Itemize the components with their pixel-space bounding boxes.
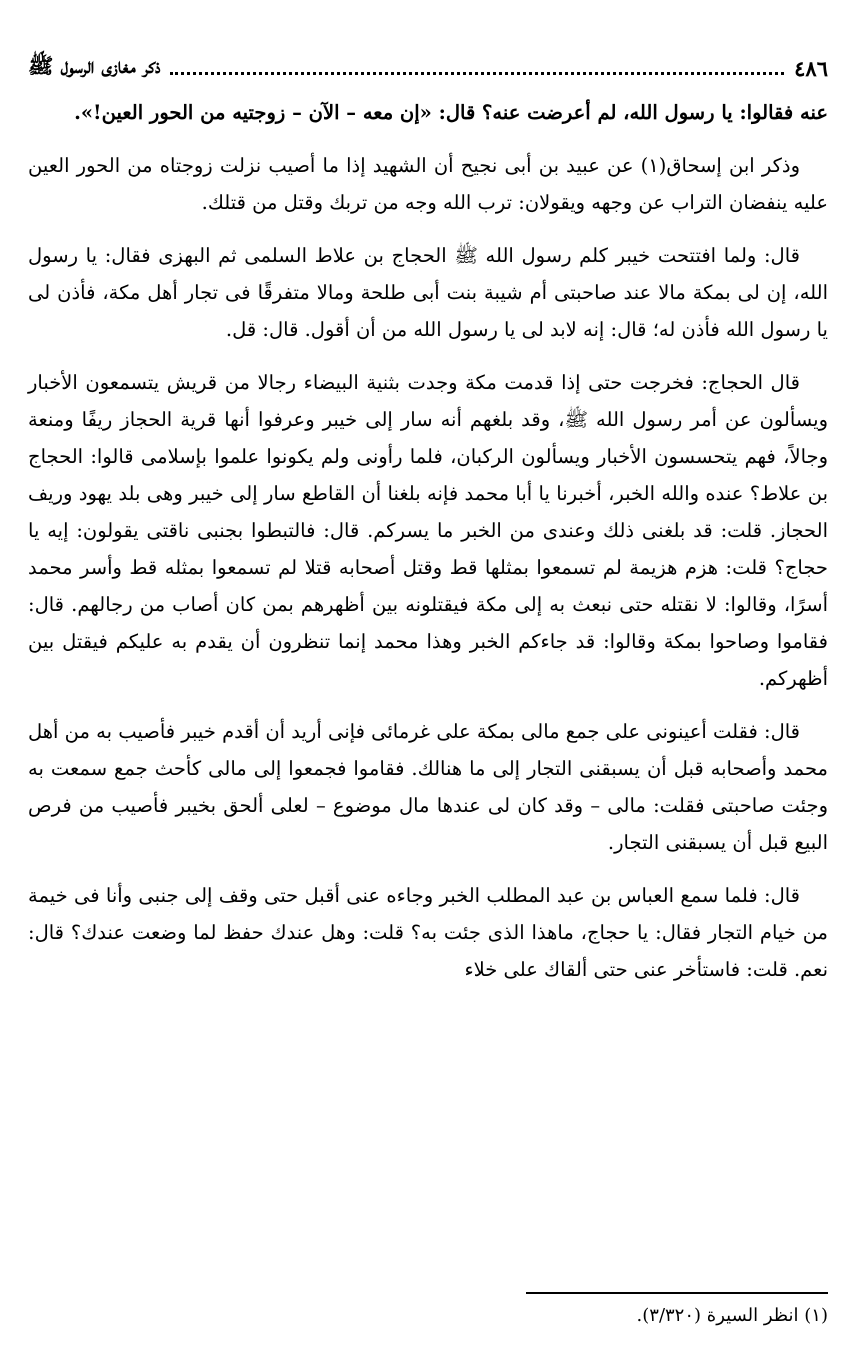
paragraph-abbas: قال: فلما سمع العباس بن عبد المطلب الخبر وجاءه عنى أقبل حتى وقف إلى جنبى وأنا فى خيمة من خيام التجار فقال: يا حجاج، ماهذا الذى جئت به؟ قلت: وهل عندك حفظ لما وضعت عندك؟ قال: نعم. قلت: فاستأخر عنى حتى ألقاك على خلاء (28, 884, 828, 981)
chapter-title: ذكر مغازى الرسول ﷺ (28, 52, 161, 78)
footnote: (١) انظر السيرة (٣/٣٢٠). (636, 1305, 828, 1326)
paragraph-continuation: عنه فقالوا: يا رسول الله، لم أعرضت عنه؟ قال: «إن معه – الآن – زوجتيه من الحور العين!». (74, 101, 828, 124)
paragraph-collect-money: قال: فقلت أعينونى على جمع مالى بمكة على غرمائى فإنى أريد أن أقدم خيبر فأصيب به من أهل محمد وأصحابه قبل أن يسبقنى التجار إلى ما هنالك. فقاموا فجمعوا إلى مالى كأحث جمع سمعت به وجئت صاحبتى فقلت: مالى – وقد كان لى عندها مال موضوع – لعلى ألحق بخيبر فأصيب من فرص البيع قبل أن يسبقنى التجار. (28, 720, 828, 854)
page-number: ٤٨٦ (794, 55, 828, 81)
paragraph-ibn-ishaq: وذكر ابن إسحاق(١) عن عبيد بن أبى نجيح أن الشهيد إذا ما أصيب نزلت زوجتاه من الحور العين عليه ينفضان التراب عن وجهه ويقولان: ترب الله وجه من تربك وقتل من قتلك. (28, 154, 828, 214)
running-header (28, 50, 828, 86)
footnote-divider (526, 1292, 828, 1294)
paragraph-khaybar: قال: ولما افتتحت خيبر كلم رسول الله ﷺ الحجاج بن علاط السلمى ثم البهزى فقال: يا رسول الله، إن لى بمكة مالا عند صاحبتى أم شيبة بنت أبى طلحة ومالا متفرقًا فى تجار أهل مكة، فأذن لى يا رسول الله فأذن له؛ قال: إنه لابد لى يا رسول الله من أن أقول. قال: قل. (28, 244, 828, 341)
main-text (28, 94, 828, 1004)
dotted-leader (170, 72, 784, 75)
paragraph-hajjaj-mecca: قال الحجاج: فخرجت حتى إذا قدمت مكة وجدت بثنية البيضاء رجالا من قريش يتسمعون الأخبار ويسألون عن أمر رسول الله ﷺ، وقد بلغهم أنه سار إلى خيبر وعرفوا أنها قرية الحجاز ريفًا ومنعة وجالاً، فهم يتحسسون الأخبار ويسألون الركبان، فلما رأونى ولم يكونوا علموا بإسلامى قالوا: الحجاج بن علاط؟ عنده والله الخبر، أخبرنا يا أبا محمد فإنه بلغنا أن القاطع سار إلى خيبر وهى بلد يهود وريف الحجاز. قلت: قد بلغنى ذلك وعندى من الخبر ما يسركم. قال: فالتبطوا بجنبى ناقتى يقولون: إيه يا حجاج؟ قلت: هزم هزيمة لم تسمعوا بمثلها قط وقتل أصحابه قتلا لم تسمعوا بمثله قط وأسر محمد أسرًا، وقالوا: لا نقتله حتى نبعث به إلى مكة فيقتلونه بين أظهرهم بمن كان أصاب من رجالهم. قال: فقاموا وصاحوا بمكة وقالوا: قد جاءكم الخبر وهذا محمد إنما تنظرون أن يقدم به عليكم فيقتل بين أظهركم. (28, 371, 828, 690)
